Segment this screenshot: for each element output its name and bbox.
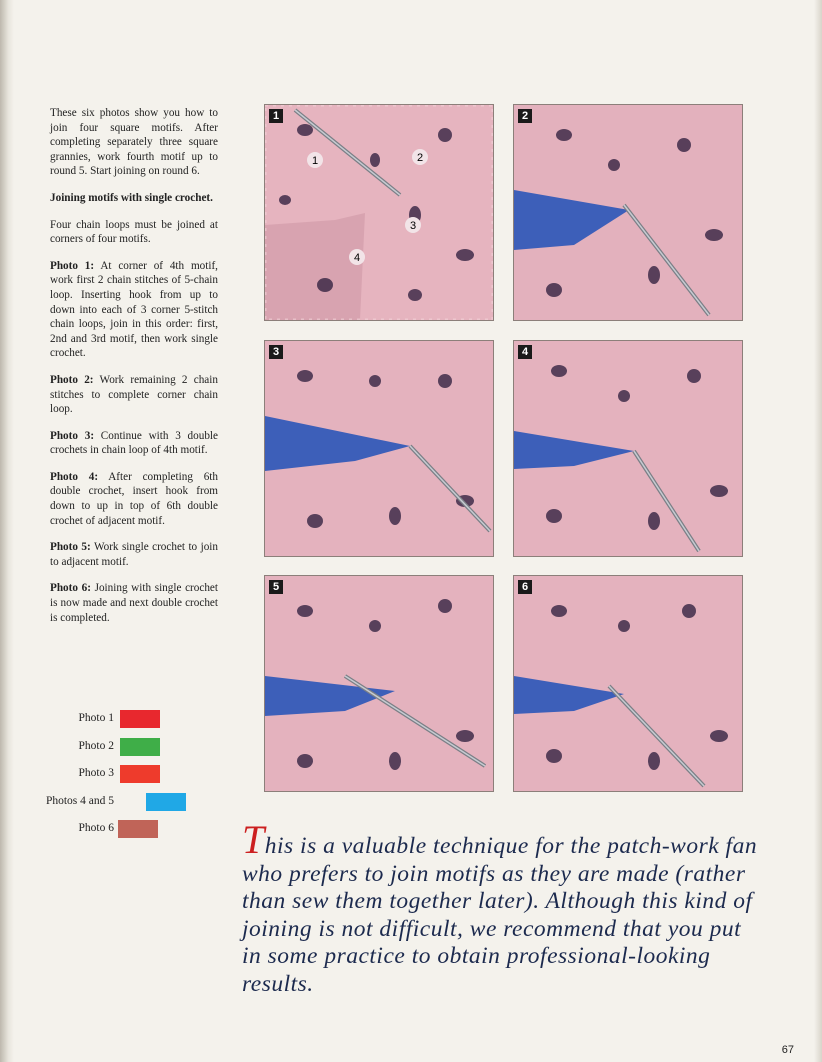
step-text: Joining with single crochet is now made and next double crochet is completed. <box>50 582 219 624</box>
show-through-title <box>190 26 630 90</box>
step-1 <box>50 259 218 361</box>
crochet-image <box>514 576 742 791</box>
step-6 <box>50 581 218 625</box>
legend-label: Photo 2 <box>78 739 114 752</box>
pull-quote <box>242 817 762 998</box>
drop-cap: T <box>242 817 265 862</box>
step-5 <box>50 540 218 569</box>
photo-number: 3 <box>269 345 283 359</box>
color-legend <box>40 710 210 848</box>
legend-swatch <box>118 820 158 838</box>
legend-row <box>40 820 210 848</box>
crochet-photo-4 <box>513 340 743 557</box>
book-spine-shadow <box>0 0 14 1062</box>
marker-3: 3 <box>409 220 417 232</box>
step-2 <box>50 373 218 417</box>
step-text: At corner of 4th motif, work first 2 chain stitches of 5-chain loop. Inserting hook from up to down into each of 3 corner 5-stitch chain loops, join in this order: first, 2nd and 3rd motif, then work single crochet. <box>50 259 218 360</box>
legend-swatch <box>120 738 160 756</box>
crochet-image <box>265 576 493 791</box>
step-text: Work single crochet to join to adjacent motif. <box>50 541 218 568</box>
legend-swatch <box>120 765 160 783</box>
legend-label: Photo 6 <box>78 822 114 834</box>
pull-quote-text: his is a valuable technique for the patch-work fan who prefers to join motifs as they are made (rather than sew them together later). Although this kind of joining is not difficult, we recommend that you put in some practice to obtain professional-looking results. <box>242 833 758 997</box>
page-edge <box>814 0 822 1062</box>
photo-number: 2 <box>518 109 532 123</box>
legend-swatch <box>120 710 160 728</box>
crochet-photo-5 <box>264 575 494 792</box>
marker-2: 2 <box>416 152 424 164</box>
crochet-image <box>514 341 742 556</box>
legend-row <box>40 738 210 766</box>
step-label: Photo 5: <box>50 541 91 554</box>
crochet-image <box>265 341 493 556</box>
crochet-photo-6 <box>513 575 743 792</box>
intro-paragraph: These six photos show you how to join four square motifs. After completing separately three square grannies, work fourth motif up to round 5. Start joining on round 6. <box>50 107 218 178</box>
step-text: After completing 6th double crochet, insert hook from down to up in top of 6th double crochet of adjacent motif. <box>50 470 218 527</box>
crochet-image <box>514 105 742 320</box>
step-label: Photo 3: <box>50 429 95 442</box>
step-text: Continue with 3 double crochets in chain loop of 4th motif. <box>50 429 218 457</box>
photo-markers <box>265 105 493 320</box>
photo-number: 6 <box>518 580 532 594</box>
step-label: Photo 2: <box>50 373 94 386</box>
crochet-photo-3 <box>264 340 494 557</box>
page-number: 67 <box>781 1044 794 1056</box>
legend-row <box>40 710 210 738</box>
step-4 <box>50 470 218 528</box>
instructions-column <box>50 106 218 637</box>
photo-number: 1 <box>269 109 283 123</box>
section-heading: Joining motifs with single crochet. <box>50 191 213 204</box>
marker-4: 4 <box>353 252 361 264</box>
legend-label: Photos 4 and 5 <box>45 794 114 807</box>
step-label: Photo 4: <box>50 470 99 483</box>
marker-1: 1 <box>311 155 319 167</box>
legend-label: Photo 1 <box>78 712 114 724</box>
photo-number: 4 <box>518 345 532 359</box>
step-label: Photo 1: <box>50 259 95 272</box>
corner-paragraph: Four chain loops must be joined at corners of four motifs. <box>50 218 218 246</box>
crochet-photo-2 <box>513 104 743 321</box>
step-3 <box>50 429 218 458</box>
crochet-photo-1 <box>264 104 494 321</box>
legend-row <box>40 793 210 821</box>
photo-number: 5 <box>269 580 283 594</box>
legend-swatch <box>146 793 186 811</box>
step-text: Work remaining 2 chain stitches to complete corner chain loop. <box>50 373 218 416</box>
legend-label: Photo 3 <box>78 767 114 779</box>
step-label: Photo 6: <box>50 582 91 595</box>
legend-row <box>40 765 210 793</box>
